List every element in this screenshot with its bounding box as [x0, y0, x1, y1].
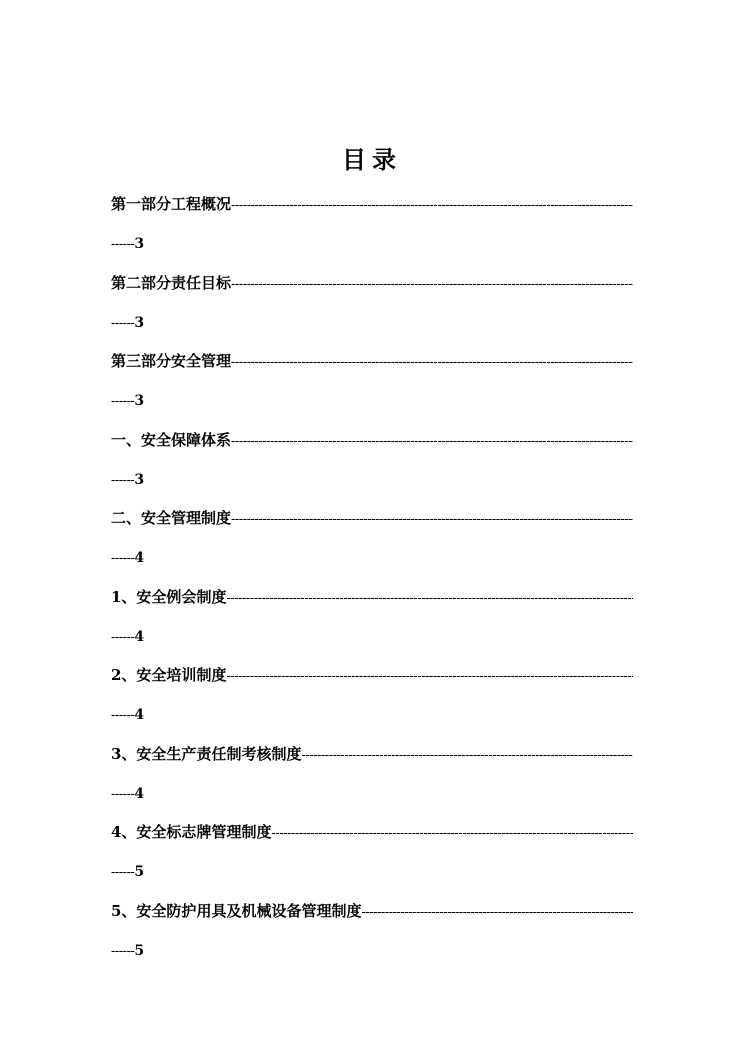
toc-continuation-leader: ------ — [111, 629, 135, 645]
toc-dot-leader — [271, 820, 633, 846]
toc-page-number: 4 — [134, 550, 145, 566]
toc-entry-label: 第一部分工程概况 — [111, 195, 232, 213]
toc-continuation-leader: ------ — [111, 865, 135, 880]
toc-page-number: 4 — [134, 707, 145, 723]
toc-continuation-leader: ------ — [111, 394, 135, 409]
toc-dot-leader — [231, 192, 633, 218]
toc-entry-label: 第二部分责任目标 — [111, 273, 232, 292]
toc-entry[interactable] — [111, 504, 633, 583]
toc-continuation-leader: ------ — [111, 237, 135, 252]
toc-entry[interactable] — [111, 740, 633, 819]
toc-continuation-leader: ------ — [111, 943, 135, 959]
toc-entry[interactable] — [111, 190, 633, 269]
toc-entry[interactable] — [111, 269, 633, 348]
toc-entry-label: 3、安全生产责任制考核制度 — [111, 744, 302, 763]
toc-dot-leader — [226, 585, 633, 611]
toc-dot-leader — [361, 899, 633, 925]
toc-entry[interactable] — [111, 426, 633, 505]
toc-dot-leader — [231, 349, 633, 375]
toc-continuation-leader: ------ — [111, 786, 135, 802]
toc-title: 目录 — [342, 145, 402, 174]
toc-dot-leader — [231, 428, 633, 454]
toc-entry[interactable] — [111, 818, 633, 897]
toc-page-number: 3 — [134, 471, 145, 488]
toc-dot-leader — [231, 506, 633, 532]
toc-page-number: 3 — [134, 236, 145, 252]
toc-entry-label: 第三部分安全管理 — [111, 352, 232, 370]
toc-entry-label: 1、安全例会制度 — [111, 587, 227, 606]
toc-entry-label: 一、安全保障体系 — [111, 430, 232, 449]
toc-dot-leader — [226, 663, 633, 689]
toc-page-number: 4 — [134, 628, 145, 645]
toc-entry-label: 5、安全防护用具及机械设备管理制度 — [111, 901, 362, 920]
toc-page-number: 4 — [134, 785, 145, 802]
toc-dot-leader — [231, 271, 633, 297]
toc-page-number: 5 — [134, 864, 145, 880]
toc-page-number: 3 — [134, 393, 145, 409]
toc-entry[interactable] — [111, 583, 633, 662]
toc-continuation-leader: ------ — [111, 708, 135, 723]
toc-entry-label: 2、安全培训制度 — [111, 666, 227, 684]
toc-entry[interactable] — [111, 661, 633, 740]
table-of-contents — [111, 190, 633, 975]
toc-entry[interactable] — [111, 347, 633, 426]
toc-continuation-leader: ------ — [111, 315, 135, 331]
toc-dot-leader — [301, 742, 633, 768]
toc-page-number: 5 — [134, 942, 145, 959]
toc-continuation-leader: ------ — [111, 551, 135, 566]
toc-entry-label: 4、安全标志牌管理制度 — [111, 823, 272, 841]
toc-entry-label: 二、安全管理制度 — [111, 509, 232, 527]
toc-page-number: 3 — [134, 314, 145, 331]
toc-continuation-leader: ------ — [111, 472, 135, 488]
toc-entry[interactable] — [111, 897, 633, 976]
